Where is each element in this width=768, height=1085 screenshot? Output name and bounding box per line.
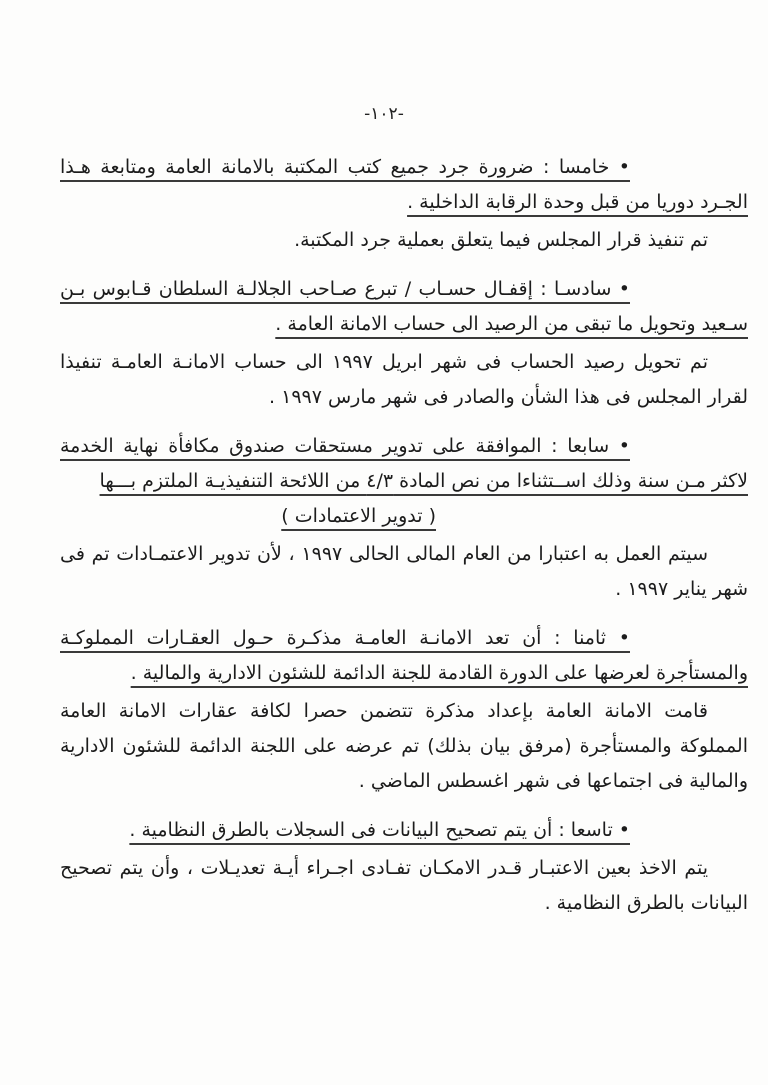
page-number: -١٠٢- xyxy=(364,104,404,124)
clause-reply-seventh: سيتم العمل به اعتبارا من العام المالى الحالى ١٩٩٧ ، لأن تدوير الاعتمـادات تم فى شهر يناير ١٩٩٧ . xyxy=(60,543,748,600)
clause-heading-sixth: • سادسـا : إقفـال حسـاب / تبرع صـاحب الجلالـة السلطان قـابوس بـن سـعيد وتحويل ما تبقى من الرصيد الى حساب الامانة العامة . xyxy=(60,278,748,335)
document-body xyxy=(60,150,748,921)
clause-reply-ninth: يتم الاخذ بعين الاعتبـار قـدر الامكـان تفـادى اجـراء أيـة تعديـلات ، وأن يتم تصحيح البيانات بالطرق النظامية . xyxy=(60,857,748,914)
clause-heading-fifth: • خامسا : ضرورة جرد جميع كتب المكتبة بالامانة العامة ومتابعة هـذا الجـرد دوريا من قبل وحدة الرقابة الداخلية . xyxy=(60,156,748,213)
section-ninth xyxy=(60,813,748,921)
section-eighth xyxy=(60,621,748,799)
section-fifth xyxy=(60,150,748,258)
clause-reply-eighth: قامت الامانة العامة بإعداد مذكرة تتضمن حصرا لكافة عقارات الامانة العامة المملوكة والمستأجرة (مرفق بيان بذلك) تم عرضه على اللجنة الدائمة للشئون الادارية والمالية فى اجتماعها فى شهر اغسطس الماضي . xyxy=(60,700,748,792)
clause-heading-seventh: • سابعا : الموافقة على تدوير مستحقات صندوق مكافأة نهاية الخدمة لاكثر مـن سنة وذلك اســتثناءا من نص المادة ٤/٣ من اللائحة التنفيذيـة الملتزم بـــها xyxy=(60,435,748,492)
clause-reply-sixth: تم تحويل رصيد الحساب فى شهر ابريل ١٩٩٧ الى حساب الامانـة العامـة تنفيذا لقرار المجلس فى هذا الشأن والصادر فى شهر مارس ١٩٩٧ . xyxy=(60,351,748,408)
clause-reply-fifth: تم تنفيذ قرار المجلس فيما يتعلق بعملية جرد المكتبة. xyxy=(294,229,708,251)
clause-note-seventh: ( تدوير الاعتمادات ) xyxy=(281,505,436,527)
clause-heading-eighth: • ثامنا : أن تعد الامانـة العامـة مذكـرة حـول العقـارات المملوكـة والمستأجرة لعرضها على الدورة القادمة للجنة الدائمة للشئون الادارية والمالية . xyxy=(60,627,748,684)
clause-heading-ninth: • تاسعا : أن يتم تصحيح البيانات فى السجلات بالطرق النظامية . xyxy=(129,819,630,841)
section-sixth xyxy=(60,272,748,415)
section-seventh xyxy=(60,429,748,607)
